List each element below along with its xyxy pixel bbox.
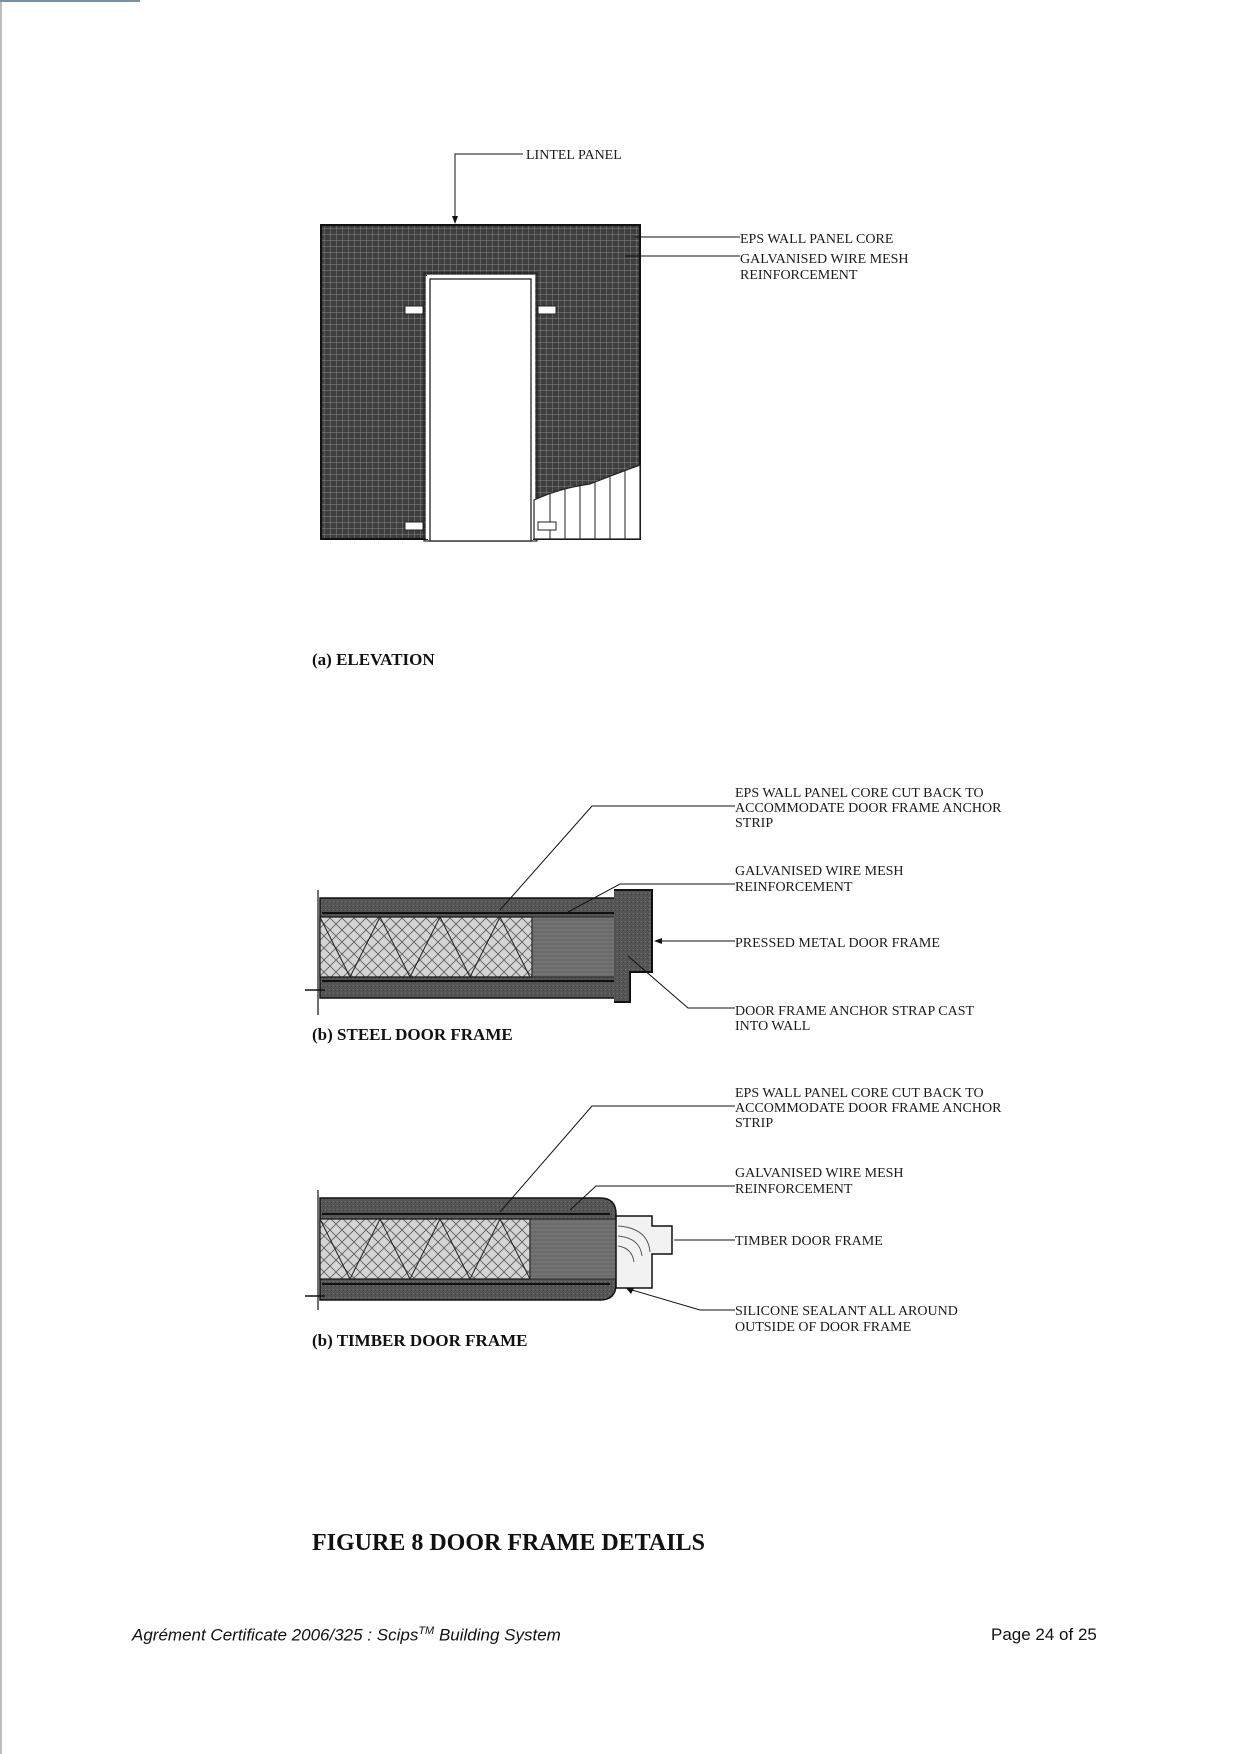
timber-mesh-label-1: GALVANISED WIRE MESH: [735, 1166, 904, 1181]
timber-door-frame-label: TIMBER DOOR FRAME: [735, 1234, 883, 1249]
timber-eps-cut-label-1: EPS WALL PANEL CORE CUT BACK TO: [735, 1086, 984, 1101]
footer-system-text: Building System: [434, 1625, 561, 1645]
timber-eps-cut-label-2: ACCOMMODATE DOOR FRAME ANCHOR: [735, 1101, 1002, 1116]
elevation-drawing: [321, 154, 740, 541]
timber-door-frame-caption: (b) TIMBER DOOR FRAME: [312, 1331, 528, 1350]
trademark-mark: TM: [418, 1625, 435, 1637]
steel-eps-cut-label-1: EPS WALL PANEL CORE CUT BACK TO: [735, 786, 984, 801]
timber-mesh-label-2: REINFORCEMENT: [735, 1182, 853, 1197]
steel-eps-cut-label-3: STRIP: [735, 816, 774, 831]
steel-door-frame-caption: (b) STEEL DOOR FRAME: [312, 1025, 513, 1044]
footer-certificate-text: Agrément Certificate 2006/325 : Scips: [132, 1625, 419, 1645]
anchor-strap-label-2: INTO WALL: [735, 1019, 811, 1034]
mesh-reinforcement-label-2: REINFORCEMENT: [740, 268, 858, 283]
anchor-strap-label-1: DOOR FRAME ANCHOR STRAP CAST: [735, 1004, 975, 1019]
timber-door-frame-section: [305, 1106, 735, 1310]
timber-eps-cut-label-3: STRIP: [735, 1116, 774, 1131]
steel-door-frame-section: [305, 806, 735, 1015]
steel-mesh-label-1: GALVANISED WIRE MESH: [735, 864, 904, 879]
elevation-caption: (a) ELEVATION: [312, 650, 435, 669]
steel-eps-cut-label-2: ACCOMMODATE DOOR FRAME ANCHOR: [735, 801, 1002, 816]
figure-title: FIGURE 8 DOOR FRAME DETAILS: [312, 1530, 705, 1556]
page-number: Page 24 of 25: [991, 1625, 1097, 1644]
lintel-panel-label: LINTEL PANEL: [526, 148, 622, 163]
eps-wall-panel-core-label: EPS WALL PANEL CORE: [740, 232, 894, 247]
steel-mesh-label-2: REINFORCEMENT: [735, 880, 853, 895]
pressed-metal-frame-label: PRESSED METAL DOOR FRAME: [735, 936, 940, 951]
silicone-sealant-label-2: OUTSIDE OF DOOR FRAME: [735, 1320, 912, 1335]
silicone-sealant-label-1: SILICONE SEALANT ALL AROUND: [735, 1304, 958, 1319]
mesh-reinforcement-label-1: GALVANISED WIRE MESH: [740, 252, 909, 267]
footer-certificate: [132, 1625, 561, 1646]
